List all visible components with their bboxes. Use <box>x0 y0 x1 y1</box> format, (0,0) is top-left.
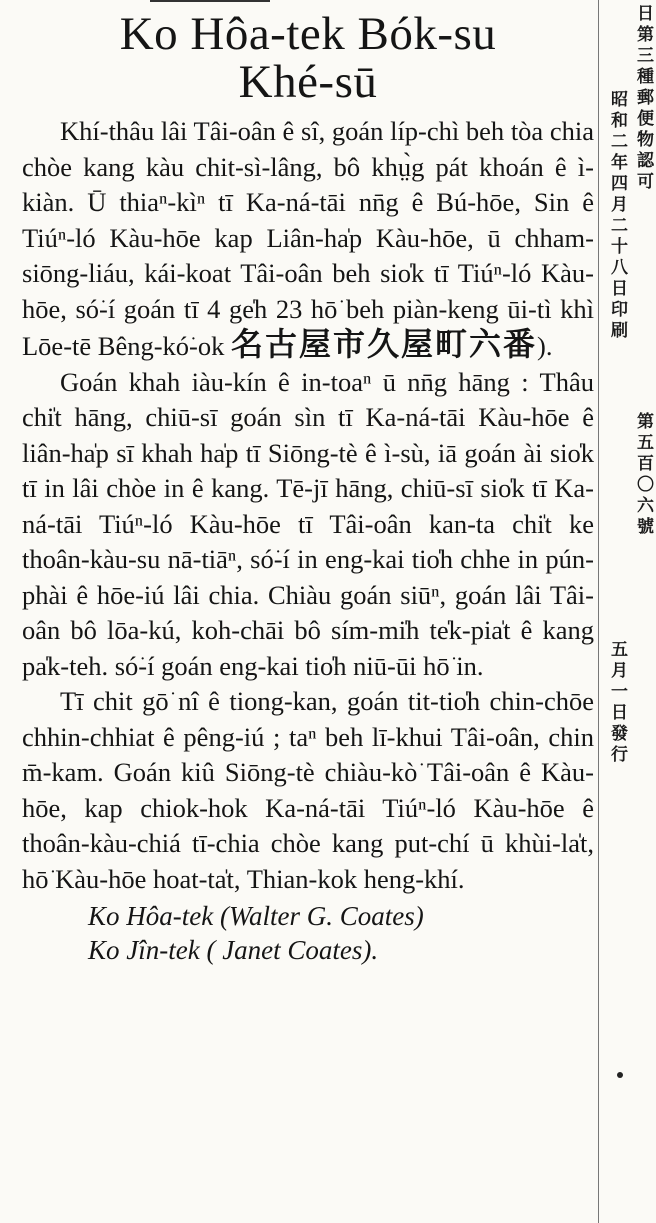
paragraph-3: Tī chit gō͘ nî ê tiong-kan, goán tit-tio̍h chin-chōe chhin-chhiat ê pêng-iú ; taⁿ beh lī-khui Tâi-oân, chin m̄-kam. Goán kiû Siōng-tè chiàu-kò͘ Tâi-oân ê Kàu-hōe, kap chiok-hok Ka-ná-tāi Tiúⁿ-ló Kàu-hōe ê thoân-kàu-chiá tī-chia chòe kang put-chí ū khùi-la̍t, hō͘ Kàu-hōe hoat-ta̍t, Thian-kok heng-khí. <box>22 686 594 894</box>
postal-permit-vertical: 日第三種郵便物認可 <box>633 4 653 193</box>
article-body <box>22 114 594 897</box>
title-line-1: Ko Hôa-tek Bók-su <box>119 8 497 60</box>
article-column <box>22 0 594 967</box>
margin-rule <box>598 0 599 1223</box>
signature-1: Ko Hôa-tek (Walter G. Coates) <box>88 901 424 931</box>
paragraph-1-text: Khí-thâu lâi Tâi-oân ê sî, goán líp-chì beh tòa chia chòe kang kàu chit-sì-lâng, bô khṳ̀g pát khoán ê ì-kiàn. Ū thiaⁿ-kìⁿ tī Ka-ná-tāi nn̄g ê Bú-hōe, Sin ê Tiúⁿ-ló Kàu-hōe kap Liân-ha̍p Kàu-hōe, ū chham-siōng-liáu, kái-koat Tâi-oân beh sio̍k tī Tiúⁿ-ló Kàu-hōe, só͘-í goán tī 4 ge̍h 23 hō͘ beh piàn-keng ūi-tì khì Lōe-tē Bêng-kó͘-ok <box>22 116 594 361</box>
margin-dot <box>617 1072 623 1078</box>
signature-2: Ko Jîn-tek ( Janet Coates). <box>88 935 379 965</box>
paragraph-2: Goán khah iàu-kín ê in-toaⁿ ū nn̄g hāng : Thâu chi̍t hāng, chiū-sī goán sìn tī Ka-ná-tāi Kàu-hōe ê liân-ha̍p sī khah ha̍p tī Siōng-tè ê ì-sù, iā goán ài sio̍k tī in lâi chòe in ê kang. Tē-jī hāng, chiū-sī sio̍k tī Ka-ná-tāi Tiúⁿ-ló Kàu-hōe tī Tâi-oân kan-ta chi̍t ke thoân-kàu-su nā-tiāⁿ, só͘-í in eng-kai tio̍h chhe in pún-phài ê hōe-iú lâi chia. Chiàu goán siūⁿ, goán lâi Tâi-oân bô lōa-kú, koh-chāi bô sím-mi̍h te̍k-pia̍t ê kang pa̍k-teh. só͘-í goán eng-kai tio̍h niū-ūi hō͘ in. <box>22 366 594 681</box>
issue-number-vertical: 第五百〇六號 <box>633 412 653 538</box>
article-title <box>22 10 594 106</box>
issue-date-vertical: 五月一日發行 <box>607 640 627 766</box>
address-cjk: 名古屋市久屋町六番 <box>231 325 538 363</box>
paragraph-1-end: ). <box>537 331 553 361</box>
paragraph-1 <box>22 114 594 365</box>
signatures <box>22 899 594 967</box>
title-line-2: Khé-sū <box>238 56 378 108</box>
print-date-vertical: 昭和二年四月二十八日印刷 <box>607 90 627 342</box>
